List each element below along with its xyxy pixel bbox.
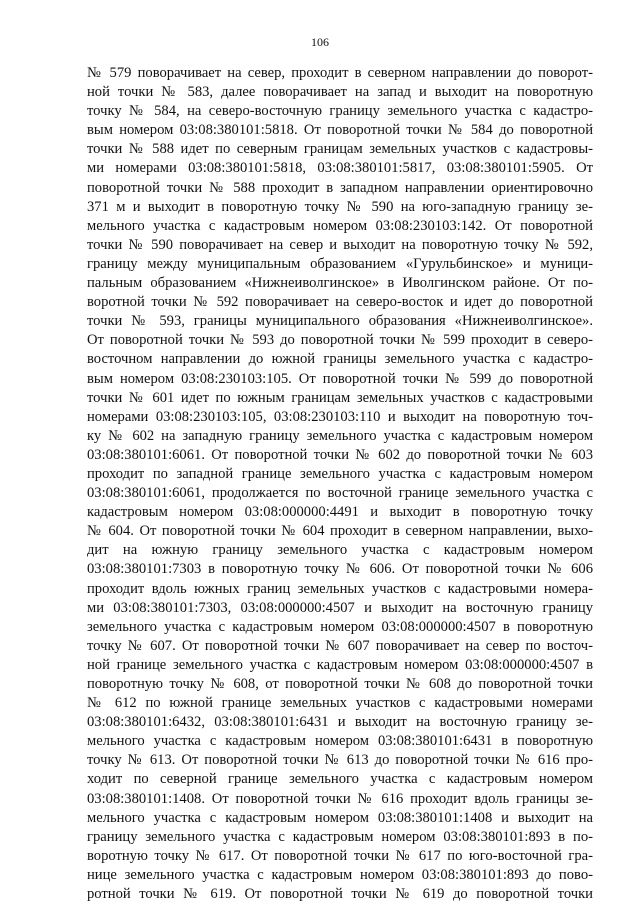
text-line: нице земельного участка с кадастровым номером 03:08:380101:893 до пово- [87, 866, 593, 883]
text-line: вым номером 03:08:380101:5818. От поворотной точки № 584 до поворотной [87, 122, 593, 139]
text-line: точку № 584, на северо-восточную границу земельного участка с кадастро- [87, 103, 593, 120]
text-line: № 604. От поворотной точки № 604 проходит в северном направлении, выхо- [87, 523, 593, 540]
text-line: проходит вдоль южных границ земельных участков с кадастровыми номера- [87, 580, 593, 597]
text-line: точку № 607. От поворотной точки № 607 поворачивает на север по восточ- [87, 637, 593, 654]
text-line: границу земельного участка с кадастровым номером 03:08:380101:893 в по- [87, 828, 593, 845]
page-number: 106 [311, 35, 329, 49]
text-line: точки № 601 идет по южным границам земельных участков с кадастровыми [87, 389, 593, 406]
text-line: 371 м и выходит в поворотную точку № 590 на юго-западную границу зе- [87, 198, 593, 215]
text-line: точки № 593, границы муниципального образования «Нижнеиволгинское». [87, 313, 593, 330]
text-line: точки № 588 идет по северным границам земельных участков с кадастровы- [87, 141, 593, 158]
text-line: пальным образованием «Нижнеиволгинское» в Иволгинском районе. От по- [87, 275, 593, 292]
text-line: поворотную точку № 608, от поворотной точки № 608 до поворотной точки [87, 676, 593, 692]
text-line: восточном направлении до южной границы земельного участка с кадастро- [87, 351, 593, 368]
text-line: воротную точку № 617. От поворотной точки № 617 по юго-восточной гра- [87, 847, 593, 864]
text-line: мельного участка с кадастровым номером 03:08:380101:1408 и выходит на [87, 809, 593, 826]
text-line: проходит по западной границе земельного участка с кадастровым номером [87, 465, 593, 482]
text-line: ной точки № 583, далее поворачивает на запад и выходит на поворотную [87, 84, 593, 101]
text-line: 03:08:380101:6061, продолжается по восточной границе земельного участка с [87, 485, 593, 502]
text-line: ной границе земельного участка с кадастровым номером 03:08:000000:4507 в [87, 656, 593, 673]
text-line: От поворотной точки № 593 до поворотной точки № 599 проходит в северо- [87, 332, 593, 349]
text-line: поворотной точки № 588 проходит в западном направлении ориентировочно [87, 179, 593, 196]
text-line: мельного участка с кадастровым номером 03:08:230103:142. От поворотной [87, 217, 593, 234]
text-line: 03:08:380101:6432, 03:08:380101:6431 и выходит на восточную границу зе- [87, 714, 593, 731]
text-line: 03:08:380101:7303 в поворотную точку № 606. От поворотной точки № 606 [87, 561, 593, 578]
text-line: ми номерами 03:08:380101:5818, 03:08:380101:5817, 03:08:380101:5905. От [87, 160, 593, 177]
text-line: ходит по северной границе земельного участка с кадастровым номером [87, 771, 593, 788]
text-line: ку № 602 на западную границу земельного участка с кадастровым номером [87, 427, 593, 444]
text-line: ротной точки № 619. От поворотной точки № 619 до поворотной точки [87, 886, 593, 903]
text-line: 03:08:380101:6061. От поворотной точки № 602 до поворотной точки № 603 [87, 446, 593, 463]
document-body [87, 64, 593, 904]
text-line: номерами 03:08:230103:105, 03:08:230103:110 и выходит на поворотную точ- [87, 408, 593, 425]
text-line: кадастровым номером 03:08:000000:4491 и выходит в поворотную точку [87, 504, 593, 521]
text-line: точку № 613. От поворотной точки № 613 до поворотной точки № 616 про- [87, 752, 593, 769]
text-line: № 579 поворачивает на север, проходит в северном направлении до поворот- [87, 65, 593, 81]
text-line: ми 03:08:380101:7303, 03:08:000000:4507 и выходит на восточную границу [87, 599, 593, 616]
text-line: 03:08:380101:1408. От поворотной точки № 616 проходит вдоль границы зе- [87, 790, 593, 807]
text-line: точки № 590 поворачивает на север и выходит на поворотную точку № 592, [87, 236, 593, 253]
text-line: дит на южную границу земельного участка с кадастровым номером [87, 542, 593, 559]
text-line: мельного участка с кадастровым номером 03:08:380101:6431 в поворотную [87, 733, 593, 750]
text-line: № 612 по южной границе земельных участков с кадастровыми номерами [87, 695, 593, 712]
text-line: земельного участка с кадастровым номером 03:08:000000:4507 в поворотную [87, 618, 593, 635]
text-line: воротной точки № 592 поворачивает на северо-восток и идет до поворотной [87, 294, 593, 311]
text-line: вым номером 03:08:230103:105. От поворотной точки № 599 до поворотной [87, 370, 593, 387]
text-line: границу между муниципальным образованием «Гурульбинское» и муници- [87, 255, 593, 272]
